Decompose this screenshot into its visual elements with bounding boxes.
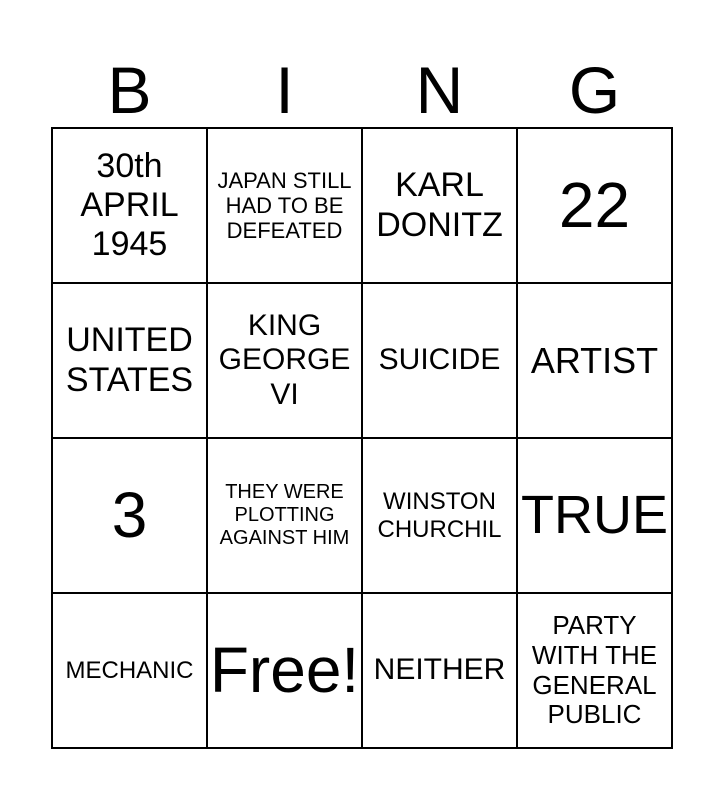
- bingo-cell[interactable]: [208, 129, 363, 284]
- cell-text: 30th APRIL 1945: [80, 146, 179, 264]
- bingo-cell[interactable]: [53, 284, 208, 439]
- cell-text: 3: [111, 478, 148, 551]
- bingo-cell[interactable]: [208, 284, 363, 439]
- bingo-cell[interactable]: [363, 594, 518, 749]
- cell-text: KING GEORGE VI: [218, 308, 351, 411]
- header-letter-i: I: [275, 53, 294, 127]
- bingo-header: [52, 52, 672, 128]
- bingo-cell[interactable]: [208, 439, 363, 594]
- bingo-cell[interactable]: [518, 129, 673, 284]
- cell-text: WINSTON CHURCHIL: [377, 487, 502, 543]
- bingo-cell[interactable]: [53, 594, 208, 749]
- bingo-cell[interactable]: [518, 594, 673, 749]
- cell-text: NEITHER: [373, 653, 506, 687]
- bingo-cell[interactable]: [53, 129, 208, 284]
- cell-text: PARTY WITH THE GENERAL PUBLIC: [531, 609, 658, 730]
- bingo-cell[interactable]: [518, 284, 673, 439]
- cell-text: SUICIDE: [378, 343, 501, 377]
- cell-text: KARL DONITZ: [376, 166, 503, 244]
- free-space-cell[interactable]: [208, 594, 363, 749]
- cell-text: ARTIST: [530, 339, 659, 381]
- bingo-cell[interactable]: [363, 439, 518, 594]
- bingo-cell[interactable]: [363, 129, 518, 284]
- cell-text: UNITED STATES: [65, 321, 194, 399]
- header-letter-g: G: [568, 53, 621, 127]
- bingo-board: [51, 127, 673, 749]
- bingo-cell[interactable]: [363, 284, 518, 439]
- bingo-cell[interactable]: [518, 439, 673, 594]
- header-letter-n: N: [415, 53, 464, 127]
- header-letter-b: B: [107, 53, 152, 127]
- cell-text: JAPAN STILL HAD TO BE DEFEATED: [217, 167, 352, 244]
- bingo-cell[interactable]: [53, 439, 208, 594]
- cell-text: TRUE: [521, 485, 668, 546]
- cell-text: MECHANIC: [65, 656, 194, 684]
- free-space-label: Free!: [209, 633, 360, 706]
- cell-text: 22: [558, 168, 631, 241]
- cell-text: THEY WERE PLOTTING AGAINST HIM: [219, 481, 350, 549]
